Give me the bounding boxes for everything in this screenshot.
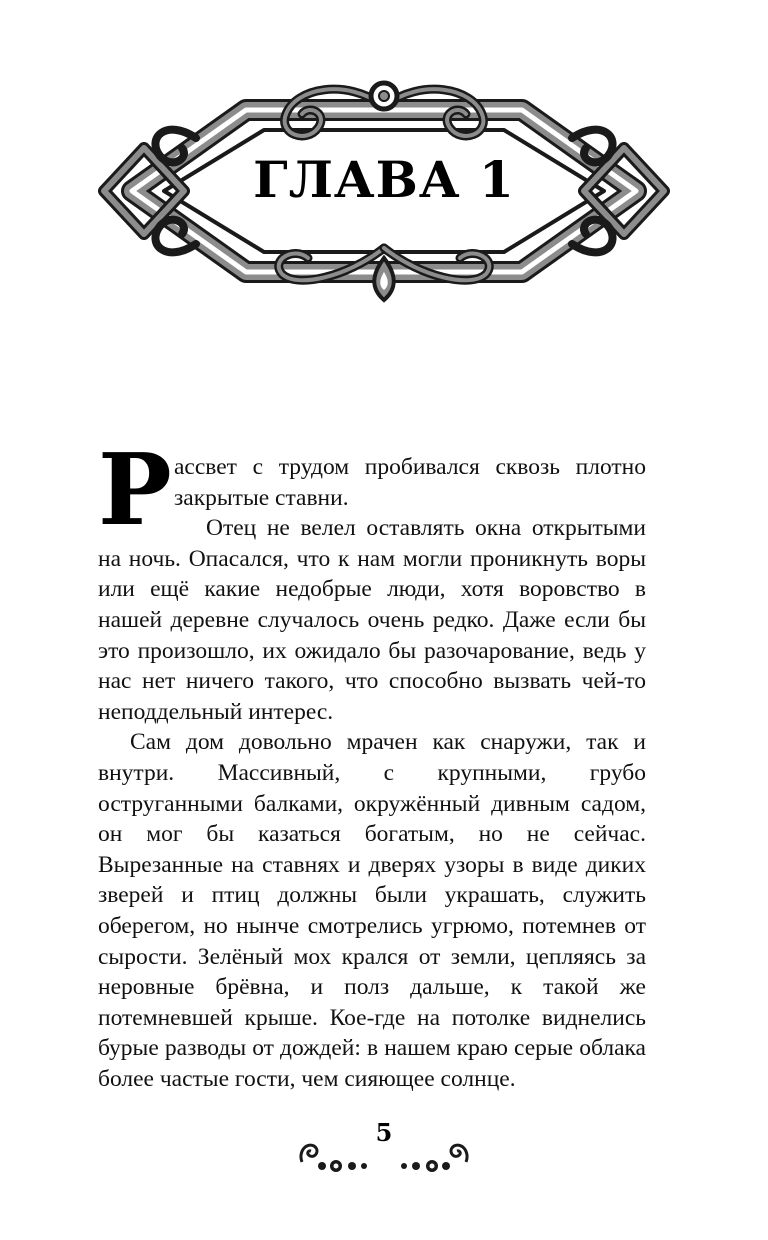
drop-cap: Р — [98, 433, 172, 548]
paragraph-1-text: ассвет с трудом пробивался сквозь плотно закрытые ставни. — [174, 454, 646, 511]
paragraph-1 — [98, 433, 646, 548]
chapter-title: ГЛАВА 1 — [253, 150, 515, 209]
paragraph-2: Отец не велел оставлять окна открытыми на ночь. Опасался, что к нам могли проникнуть воры или ещё какие недобрые люди, хотя воровство в нашей деревне случалось очень редко. Даже если бы это произошло, их ожидало бы разочарование, ведь у нас нет ничего такого, что способно вызвать чей-то неподдельный интерес. — [98, 515, 646, 725]
paragraph-3: Сам дом довольно мрачен как снаружи, так и внутри. Массивный, с крупными, грубо оструганными балками, окружённый дивным садом, он мог бы казаться богатым, но не сейчас. Вырезанные на ставнях и дверях узоры в виде диких зверей и птиц должны были украшать, служить оберегом, но нынче смотрелись угрюмо, потемнев от сырости. Зелёный мох крался от земли, цепляясь за неровные брёвна, и полз дальше, к такой же потемневшей крыше. Кое-где на потолке виднелись бурые разводы от дождей: в нашем краю серые облака более частые гости, чем сияющее солнце. — [98, 729, 646, 1092]
footer-ornament — [296, 1132, 472, 1176]
page-number: 5 — [375, 1118, 393, 1147]
body-text — [98, 433, 646, 1094]
